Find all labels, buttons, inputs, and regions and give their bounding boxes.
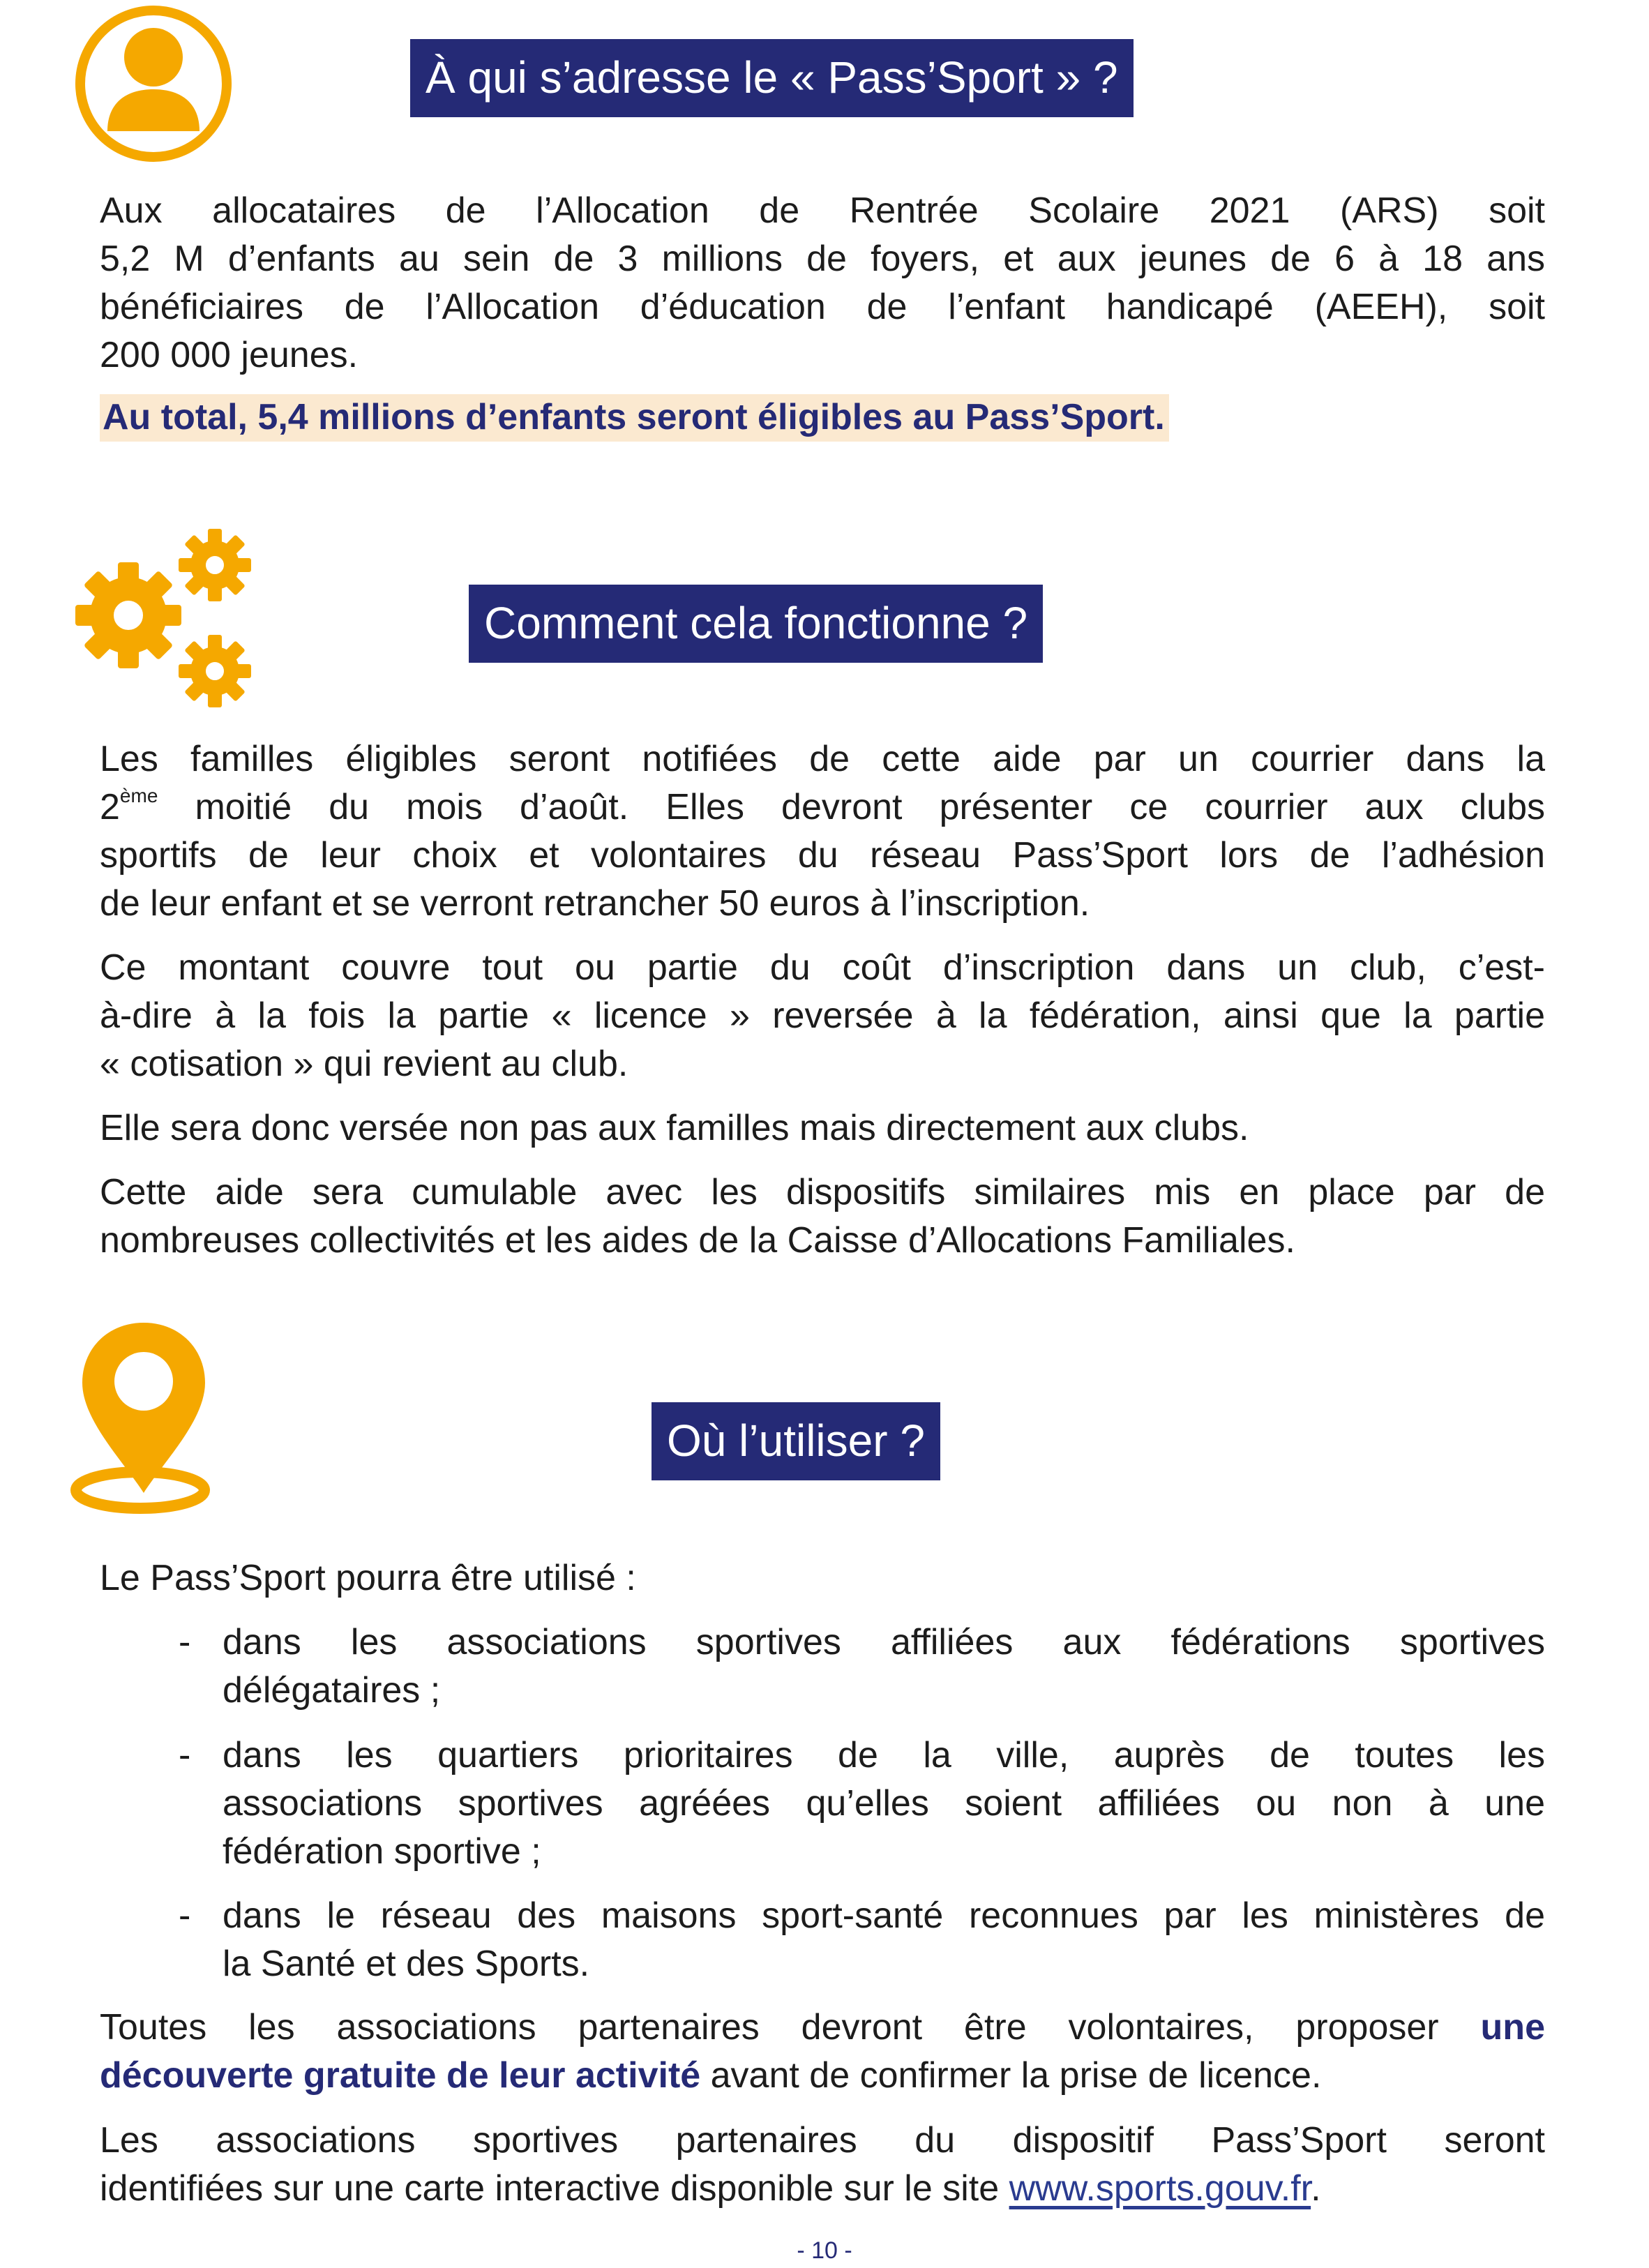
text-line: nombreuses collectivités et les aides de la Caisse d’Allocations Familiales.	[100, 1220, 1295, 1261]
text-line: Les familles éligibles seront notifiées de cette aide par un courrier dans la	[100, 739, 1545, 779]
text-line: dans les associations sportives affiliées aux fédérations sportives	[223, 1622, 1545, 1662]
text-line: 5,2 M d’enfants au sein de 3 millions de foyers, et aux jeunes de 6 à 18 ans	[100, 239, 1545, 279]
text-line: délégataires ;	[223, 1670, 441, 1711]
page-number: - 10 -	[797, 2237, 852, 2264]
section-title-where: Où l’utiliser ?	[652, 1402, 940, 1480]
text-line: dans le réseau des maisons sport-santé reconnues par les ministères de	[223, 1895, 1545, 1936]
map-paragraph	[100, 2117, 1545, 2213]
text-line: dans les quartiers prioritaires de la ville, auprès de toutes les	[223, 1735, 1545, 1775]
text-line: « cotisation » qui revient au club.	[100, 1044, 628, 1084]
map-pin-icon	[67, 1319, 213, 1514]
usage-list	[100, 1619, 1545, 1995]
text-line: associations sportives agréées qu’elles soient affiliées ou non à une	[223, 1783, 1545, 1824]
text-line	[100, 2052, 1545, 2100]
text-line: Cette aide sera cumulable avec les dispositifs similaires mis en place par de	[100, 1172, 1545, 1212]
sports-website-link[interactable]: www.sports.gouv.fr	[1009, 2168, 1311, 2209]
gears-icon	[67, 522, 262, 717]
ordinal-suffix: ème	[119, 785, 158, 806]
highlight-line	[100, 393, 1545, 442]
text-line: 200 000 jeunes.	[100, 335, 359, 375]
section-where-intro: Le Pass’Sport pourra être utilisé :	[100, 1558, 636, 1598]
section-who-text	[100, 187, 1545, 442]
eligibility-highlight: Au total, 5,4 millions d’enfants seront éligibles au Pass’Sport.	[100, 394, 1169, 442]
ordinal-number: 2	[100, 787, 120, 827]
text-line	[100, 2004, 1545, 2052]
text-line	[100, 783, 1545, 832]
text-fragment: identifiées sur une carte interactive disponible sur le site	[100, 2168, 1009, 2209]
text-line: Les associations sportives partenaires du dispositif Pass’Sport seront	[100, 2120, 1545, 2161]
text-line: Elle sera donc versée non pas aux familles mais directement aux clubs.	[100, 1108, 1249, 1148]
partner-paragraph	[100, 2004, 1545, 2100]
section-title-how: Comment cela fonctionne ?	[469, 585, 1043, 663]
section-how-text	[100, 735, 1545, 1265]
section-title-who: À qui s’adresse le « Pass’Sport » ?	[410, 39, 1134, 117]
list-dash: -	[179, 1622, 191, 1662]
text-line: fédération sportive ;	[223, 1831, 541, 1872]
list-dash: -	[179, 1735, 191, 1775]
text-line: la Santé et des Sports.	[223, 1944, 590, 1984]
text-line: sportifs de leur choix et volontaires du réseau Pass’Sport lors de l’adhésion	[100, 835, 1545, 876]
text-fragment: moitié du mois d’août. Elles devront présenter ce courrier aux clubs	[158, 787, 1545, 827]
list-dash: -	[179, 1895, 191, 1936]
emphasis-text: une	[1480, 2007, 1545, 2048]
text-line	[100, 2165, 1545, 2213]
text-line: à-dire à la fois la partie « licence » reversée à la fédération, ainsi que la partie	[100, 996, 1545, 1036]
text-fragment: avant de confirmer la prise de licence.	[700, 2055, 1322, 2096]
text-line: bénéficiaires de l’Allocation d’éducation de l’enfant handicapé (AEEH), soit	[100, 287, 1545, 327]
text-line: Aux allocataires de l’Allocation de Rentrée Scolaire 2021 (ARS) soit	[100, 190, 1545, 231]
emphasis-text: découverte gratuite de leur activité	[100, 2055, 701, 2096]
text-line: Ce montant couvre tout ou partie du coût d’inscription dans un club, c’est-	[100, 947, 1545, 988]
text-line: de leur enfant et se verront retrancher 50 euros à l’inscription.	[100, 883, 1090, 924]
text-fragment: .	[1311, 2168, 1321, 2209]
text-fragment: Toutes les associations partenaires devront être volontaires, proposer	[100, 2007, 1481, 2048]
user-icon	[74, 4, 233, 163]
